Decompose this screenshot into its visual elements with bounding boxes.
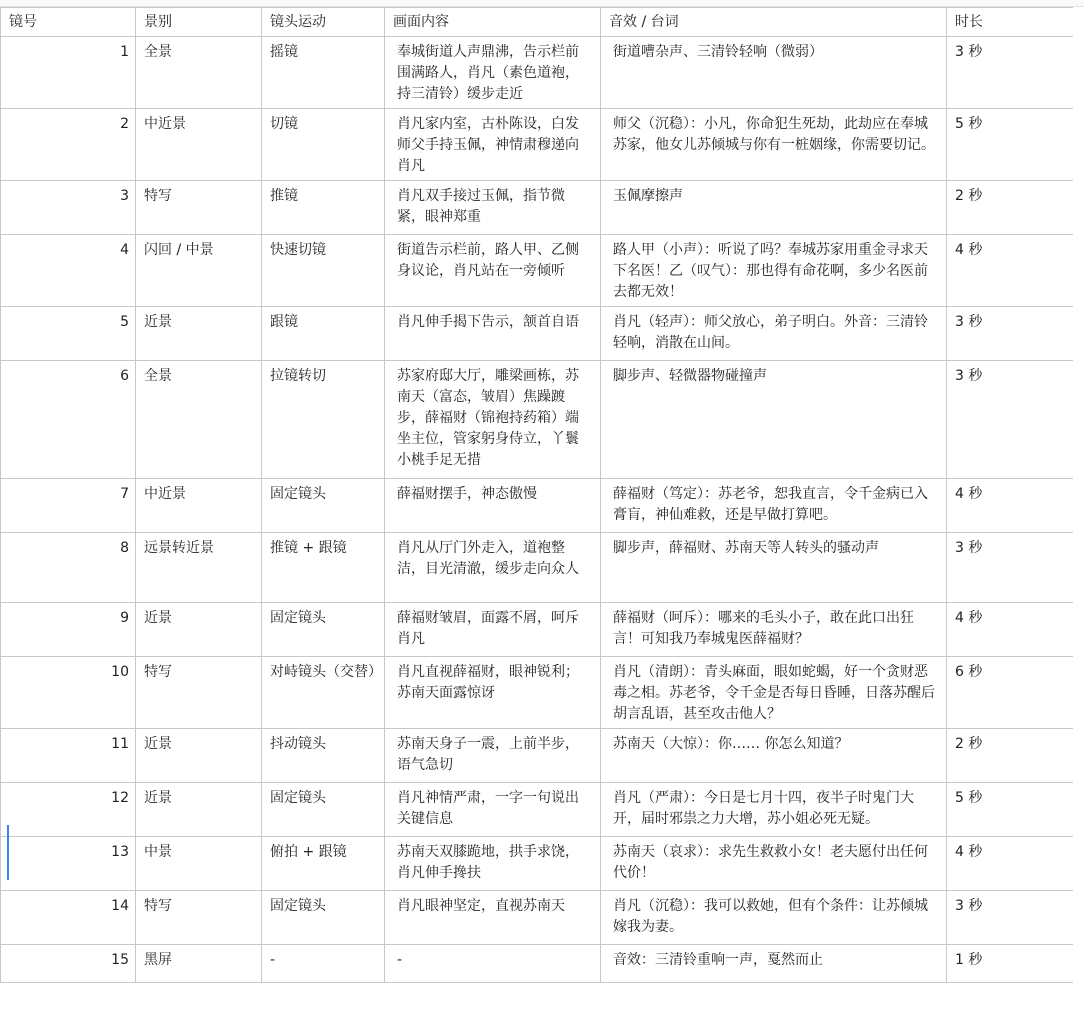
sheet-top-strip [0, 0, 1084, 7]
cell-audio[interactable]: 玉佩摩擦声 [601, 181, 947, 235]
cell-shot[interactable]: 5 [1, 307, 136, 361]
cell-shot[interactable]: 9 [1, 603, 136, 657]
row-selection-indicator [7, 825, 9, 880]
cell-duration[interactable]: 3 秒 [947, 361, 1074, 479]
cell-content[interactable]: 肖凡直视薛福财，眼神锐利；苏南天面露惊讶 [385, 657, 601, 729]
cell-content[interactable]: 肖凡从厅门外走入，道袍整洁，目光清澈，缓步走向众人 [385, 533, 601, 603]
table-row [1, 837, 1074, 891]
cell-scale[interactable]: 特写 [136, 181, 262, 235]
cell-scale[interactable]: 闪回 / 中景 [136, 235, 262, 307]
cell-camera[interactable]: 固定镜头 [262, 479, 385, 533]
cell-audio[interactable]: 苏南天（哀求）：求先生救救小女！老夫愿付出任何代价！ [601, 837, 947, 891]
table-row [1, 729, 1074, 783]
cell-shot[interactable]: 7 [1, 479, 136, 533]
cell-scale[interactable]: 特写 [136, 657, 262, 729]
cell-camera[interactable]: 对峙镜头（交替） [262, 657, 385, 729]
table-row [1, 109, 1074, 181]
cell-audio[interactable]: 音效：三清铃重响一声，戛然而止 [601, 945, 947, 983]
cell-camera[interactable]: 俯拍 + 跟镜 [262, 837, 385, 891]
table-row [1, 361, 1074, 479]
table-row [1, 891, 1074, 945]
table-row [1, 181, 1074, 235]
header-scale[interactable]: 景别 [136, 8, 262, 37]
cell-content[interactable]: 苏家府邸大厅，雕梁画栋，苏南天（富态，皱眉）焦躁踱步，薛福财（锦袍持药箱）端坐主位，管家躬身侍立，丫鬟小桃手足无措 [385, 361, 601, 479]
table-row [1, 783, 1074, 837]
cell-content[interactable]: 苏南天身子一震，上前半步，语气急切 [385, 729, 601, 783]
cell-scale[interactable]: 近景 [136, 729, 262, 783]
table-row [1, 533, 1074, 603]
table-row [1, 945, 1074, 983]
cell-scale[interactable]: 近景 [136, 603, 262, 657]
cell-shot[interactable]: 6 [1, 361, 136, 479]
cell-duration[interactable]: 6 秒 [947, 657, 1074, 729]
cell-camera[interactable]: 摇镜 [262, 37, 385, 109]
cell-camera[interactable]: 固定镜头 [262, 891, 385, 945]
cell-duration[interactable]: 5 秒 [947, 109, 1074, 181]
cell-content[interactable]: 薛福财皱眉，面露不屑，呵斥肖凡 [385, 603, 601, 657]
header-camera[interactable]: 镜头运动 [262, 8, 385, 37]
cell-shot[interactable]: 14 [1, 891, 136, 945]
cell-duration[interactable]: 4 秒 [947, 603, 1074, 657]
cell-shot[interactable]: 1 [1, 37, 136, 109]
cell-camera[interactable]: 固定镜头 [262, 603, 385, 657]
cell-shot[interactable]: 3 [1, 181, 136, 235]
cell-shot[interactable]: 15 [1, 945, 136, 983]
table-row [1, 307, 1074, 361]
cell-content[interactable]: 奉城街道人声鼎沸，告示栏前围满路人，肖凡（素色道袍，持三清铃）缓步走近 [385, 37, 601, 109]
cell-duration[interactable]: 3 秒 [947, 891, 1074, 945]
header-duration[interactable]: 时长 [947, 8, 1074, 37]
cell-audio[interactable]: 肖凡（清朗）：青头麻面，眼如蛇蝎，好一个贪财恶毒之相。苏老爷，令千金是否每日昏睡，日落苏醒后胡言乱语，甚至攻击他人？ [601, 657, 947, 729]
cell-camera[interactable]: - [262, 945, 385, 983]
storyboard-table [0, 7, 1074, 983]
cell-content[interactable]: 苏南天双膝跪地，拱手求饶，肖凡伸手搀扶 [385, 837, 601, 891]
cell-scale[interactable]: 近景 [136, 783, 262, 837]
header-shot[interactable]: 镜号 [1, 8, 136, 37]
sheet-right-edge [1073, 7, 1084, 1027]
cell-content[interactable]: 肖凡眼神坚定，直视苏南天 [385, 891, 601, 945]
cell-scale[interactable]: 中景 [136, 837, 262, 891]
cell-scale[interactable]: 中近景 [136, 479, 262, 533]
cell-duration[interactable]: 3 秒 [947, 533, 1074, 603]
cell-duration[interactable]: 2 秒 [947, 729, 1074, 783]
cell-shot[interactable]: 10 [1, 657, 136, 729]
cell-audio[interactable]: 师父（沉稳）：小凡，你命犯生死劫，此劫应在奉城苏家，他女儿苏倾城与你有一桩姻缘，你需要切记。 [601, 109, 947, 181]
cell-audio[interactable]: 街道嘈杂声、三清铃轻响（微弱） [601, 37, 947, 109]
cell-audio[interactable]: 苏南天（大惊）：你…… 你怎么知道？ [601, 729, 947, 783]
cell-scale[interactable]: 黑屏 [136, 945, 262, 983]
cell-shot[interactable]: 12 [1, 783, 136, 837]
cell-duration[interactable]: 4 秒 [947, 837, 1074, 891]
cell-shot[interactable]: 2 [1, 109, 136, 181]
cell-scale[interactable]: 特写 [136, 891, 262, 945]
cell-audio[interactable]: 肖凡（轻声）：师父放心，弟子明白。外音：三清铃轻响，消散在山间。 [601, 307, 947, 361]
cell-audio[interactable]: 肖凡（严肃）：今日是七月十四，夜半子时鬼门大开，届时邪祟之力大增，苏小姐必死无疑。 [601, 783, 947, 837]
cell-camera[interactable]: 切镜 [262, 109, 385, 181]
cell-content[interactable]: 肖凡神情严肃，一字一句说出关键信息 [385, 783, 601, 837]
cell-shot[interactable]: 8 [1, 533, 136, 603]
cell-audio[interactable]: 薛福财（呵斥）：哪来的毛头小子，敢在此口出狂言！可知我乃奉城鬼医薛福财？ [601, 603, 947, 657]
cell-shot[interactable]: 13 [1, 837, 136, 891]
cell-scale[interactable]: 远景转近景 [136, 533, 262, 603]
cell-duration[interactable]: 4 秒 [947, 235, 1074, 307]
cell-shot[interactable]: 11 [1, 729, 136, 783]
cell-audio[interactable]: 薛福财（笃定）：苏老爷，恕我直言，令千金病已入膏肓，神仙难救，还是早做打算吧。 [601, 479, 947, 533]
cell-duration[interactable]: 4 秒 [947, 479, 1074, 533]
cell-audio[interactable]: 路人甲（小声）：听说了吗？奉城苏家用重金寻求天下名医！乙（叹气）：那也得有命花啊，多少名医前去都无效！ [601, 235, 947, 307]
table-row [1, 235, 1074, 307]
cell-shot[interactable]: 4 [1, 235, 136, 307]
cell-duration[interactable]: 3 秒 [947, 37, 1074, 109]
cell-camera[interactable]: 拉镜转切 [262, 361, 385, 479]
cell-content[interactable]: 肖凡伸手揭下告示，颔首自语 [385, 307, 601, 361]
cell-content[interactable]: - [385, 945, 601, 983]
table-row [1, 479, 1074, 533]
cell-audio[interactable]: 脚步声、轻微器物碰撞声 [601, 361, 947, 479]
cell-camera[interactable]: 固定镜头 [262, 783, 385, 837]
cell-camera[interactable]: 跟镜 [262, 307, 385, 361]
table-row [1, 37, 1074, 109]
cell-content[interactable]: 肖凡家内室，古朴陈设，白发师父手持玉佩，神情肃穆递向肖凡 [385, 109, 601, 181]
cell-scale[interactable]: 全景 [136, 37, 262, 109]
cell-camera[interactable]: 抖动镜头 [262, 729, 385, 783]
cell-scale[interactable]: 全景 [136, 361, 262, 479]
table-row [1, 603, 1074, 657]
cell-camera[interactable]: 推镜 + 跟镜 [262, 533, 385, 603]
cell-audio[interactable]: 肖凡（沉稳）：我可以救她，但有个条件：让苏倾城嫁我为妻。 [601, 891, 947, 945]
cell-duration[interactable]: 5 秒 [947, 783, 1074, 837]
cell-audio[interactable]: 脚步声，薛福财、苏南天等人转头的骚动声 [601, 533, 947, 603]
cell-content[interactable]: 街道告示栏前，路人甲、乙侧身议论，肖凡站在一旁倾听 [385, 235, 601, 307]
cell-duration[interactable]: 2 秒 [947, 181, 1074, 235]
header-audio[interactable]: 音效 / 台词 [601, 8, 947, 37]
cell-content[interactable]: 薛福财摆手，神态傲慢 [385, 479, 601, 533]
cell-scale[interactable]: 近景 [136, 307, 262, 361]
cell-camera[interactable]: 快速切镜 [262, 235, 385, 307]
table-row [1, 657, 1074, 729]
cell-camera[interactable]: 推镜 [262, 181, 385, 235]
cell-duration[interactable]: 3 秒 [947, 307, 1074, 361]
cell-content[interactable]: 肖凡双手接过玉佩，指节微紧，眼神郑重 [385, 181, 601, 235]
header-row [1, 8, 1074, 37]
cell-scale[interactable]: 中近景 [136, 109, 262, 181]
cell-duration[interactable]: 1 秒 [947, 945, 1074, 983]
header-content[interactable]: 画面内容 [385, 8, 601, 37]
